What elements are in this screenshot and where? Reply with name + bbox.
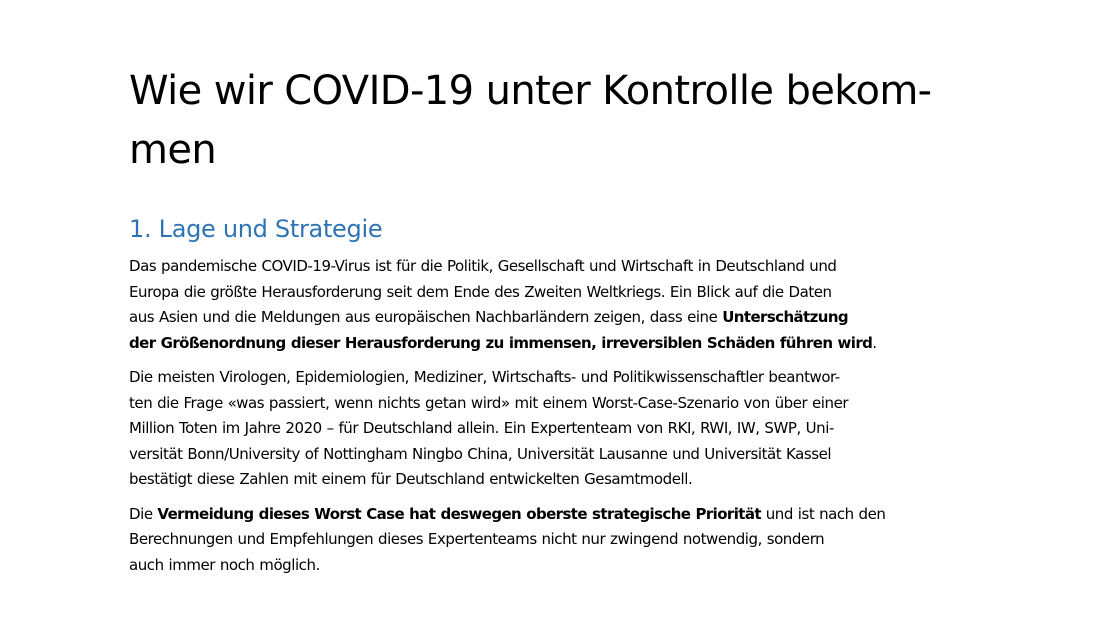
text-line bbox=[129, 527, 974, 553]
bold-text-run: der Größenordnung dieser Herausforderung zu immensen, irreversiblen Schäden führen wird bbox=[129, 333, 873, 352]
text-run: Das pandemische COVID-19-Virus ist für die Politik, Gesellschaft und Wirtschaft in Deutschland und bbox=[129, 257, 837, 275]
text-line bbox=[129, 305, 974, 331]
text-line: versität Bonn/University of Nottingham Ningbo China, Universität Lausanne und Universität Kassel bbox=[129, 444, 832, 463]
text-run: und ist nach den bbox=[760, 504, 886, 523]
text-line bbox=[129, 254, 974, 280]
title-line: Wie wir COVID-19 unter Kontrolle bekom- bbox=[129, 68, 932, 114]
text-line: bestätigt diese Zahlen mit einem für Deutschland entwickelten Gesamtmodell. bbox=[129, 470, 693, 488]
paragraph-worst-case bbox=[129, 365, 974, 493]
text-line bbox=[129, 280, 974, 306]
text-line bbox=[129, 331, 974, 357]
bold-text-run: Unterschätzung bbox=[722, 308, 849, 326]
bold-text-run: Vermeidung dieses Worst Case hat deswegen oberste strategische Priorität bbox=[157, 504, 761, 523]
text-line: ten die Frage «was passiert, wenn nichts getan wird» mit einem Worst-Case-Szenario von über einer bbox=[129, 393, 849, 412]
text-run: auch immer noch möglich. bbox=[129, 555, 320, 574]
text-run: . bbox=[872, 333, 877, 352]
text-run: Europa die größte Herausforderung seit dem Ende des Zweiten Weltkriegs. Ein Blick auf die Daten bbox=[129, 282, 832, 301]
section-heading: 1. Lage und Strategie bbox=[129, 215, 383, 243]
text-run: Berechnungen und Empfehlungen dieses Expertenteams nicht nur zwingend notwendig, sondern bbox=[129, 530, 825, 548]
paragraph-strategy bbox=[129, 502, 974, 579]
title-line: men bbox=[129, 127, 217, 173]
text-line: Die meisten Virologen, Epidemiologien, Mediziner, Wirtschafts- und Politikwissenschaftler beantwor- bbox=[129, 368, 840, 386]
paragraph-situation bbox=[129, 254, 974, 356]
text-line: Million Toten im Jahre 2020 – für Deutschland allein. Ein Expertenteam von RKI, RWI, IW, SWP, Uni- bbox=[129, 419, 834, 437]
document-title bbox=[129, 62, 974, 180]
text-run: aus Asien und die Meldungen aus europäischen Nachbarländern zeigen, dass eine bbox=[129, 308, 723, 326]
document-page bbox=[129, 62, 974, 587]
text-line bbox=[129, 502, 974, 528]
text-run: Die bbox=[129, 504, 158, 523]
text-line bbox=[129, 553, 974, 579]
